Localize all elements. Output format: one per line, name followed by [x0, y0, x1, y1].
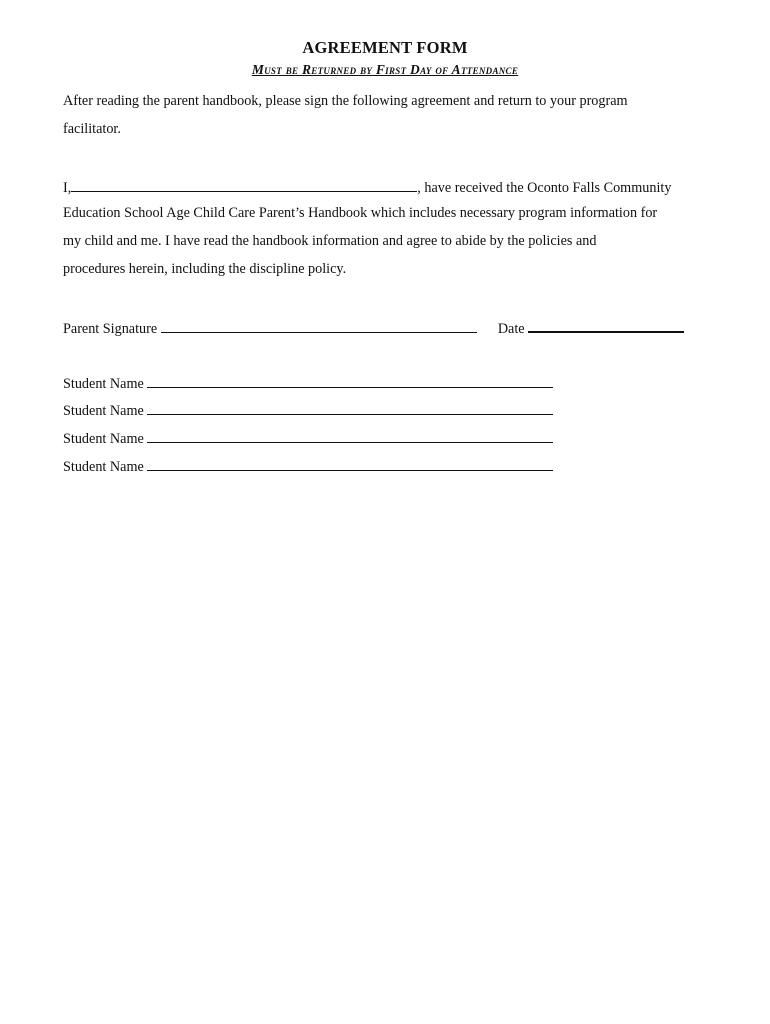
intro-line-2: facilitator.: [63, 121, 121, 137]
student-name-label: Student Name: [63, 403, 144, 419]
agreement-line-3: my child and me. I have read the handbook information and agree to abide by the policies and: [63, 233, 597, 249]
parent-signature-row: [63, 317, 703, 338]
student-name-label: Student Name: [63, 376, 144, 392]
form-title: AGREEMENT FORM: [302, 38, 468, 57]
agreement-line-1-suffix: , have received the Oconto Falls Community: [417, 180, 672, 196]
student-name-row: [63, 400, 703, 420]
agreement-line-4: procedures herein, including the discipline policy.: [63, 261, 347, 277]
date-field[interactable]: [528, 317, 684, 333]
form-subtitle: Must be Returned by First Day of Attendance: [251, 62, 519, 77]
agreement-line-2: Education School Age Child Care Parent’s Handbook which includes necessary program information for: [63, 205, 658, 221]
student-name-row: [63, 456, 703, 476]
student-name-label: Student Name: [63, 431, 144, 447]
student-name-row: [63, 373, 703, 393]
agreement-prefix: I,: [63, 180, 72, 196]
student-name-field[interactable]: [147, 400, 553, 415]
name-blank-field[interactable]: [71, 177, 417, 192]
student-name-field[interactable]: [147, 373, 553, 388]
student-name-field[interactable]: [147, 456, 553, 471]
student-name-label: Student Name: [63, 459, 144, 475]
intro-line-1: After reading the parent handbook, please sign the following agreement and return to your program: [63, 93, 628, 109]
student-name-field[interactable]: [147, 428, 553, 443]
parent-signature-field[interactable]: [161, 318, 477, 333]
parent-signature-label: Parent Signature: [63, 321, 158, 337]
date-label: Date: [497, 321, 525, 337]
student-name-row: [63, 428, 703, 448]
agreement-line-1: [63, 177, 703, 197]
